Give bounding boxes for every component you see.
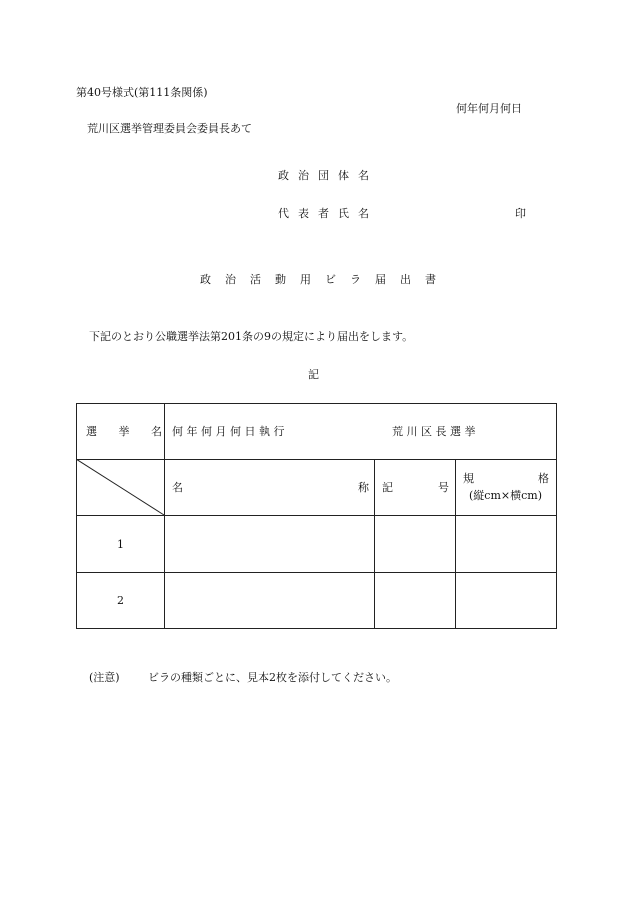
election-label: 選 挙 名 <box>86 425 171 438</box>
col-name-right: 称 <box>358 481 369 494</box>
form-number: 第40号様式(第111条関係) <box>76 86 208 99</box>
col-spec-right: 格 <box>538 472 549 485</box>
org-name-label: 政治団体名 <box>278 169 378 182</box>
col-symbol-left: 記 <box>382 481 393 494</box>
note-text: ビラの種類ごとに、見本2枚を添付してください。 <box>148 671 397 684</box>
document-title: 政治活動用ビラ届出書 <box>200 273 450 286</box>
election-date: 何 年 何 月 何 日 執 行 <box>172 425 285 438</box>
addressee: 荒川区選挙管理委員会委員長あて <box>87 122 252 135</box>
row-number: 1 <box>117 538 124 551</box>
seal-mark: 印 <box>515 207 526 220</box>
col-name-left: 名 <box>172 481 183 494</box>
ki-heading: 記 <box>308 368 319 381</box>
row-number: 2 <box>117 594 124 607</box>
note-label: (注意) <box>89 671 120 684</box>
col-symbol-right: 号 <box>438 481 449 494</box>
header-diagonal <box>76 459 165 516</box>
intro-text: 下記のとおり公職選挙法第201条の9の規定により届出をします。 <box>89 330 414 343</box>
col-spec-left: 規 <box>463 472 474 485</box>
election-name: 荒 川 区 長 選 挙 <box>392 425 476 438</box>
notification-table <box>76 403 557 629</box>
rep-name-label: 代表者氏名 <box>278 207 378 220</box>
col-spec-sub: (縦cm×横cm) <box>469 489 542 502</box>
date-line: 何年何月何日 <box>456 102 522 115</box>
